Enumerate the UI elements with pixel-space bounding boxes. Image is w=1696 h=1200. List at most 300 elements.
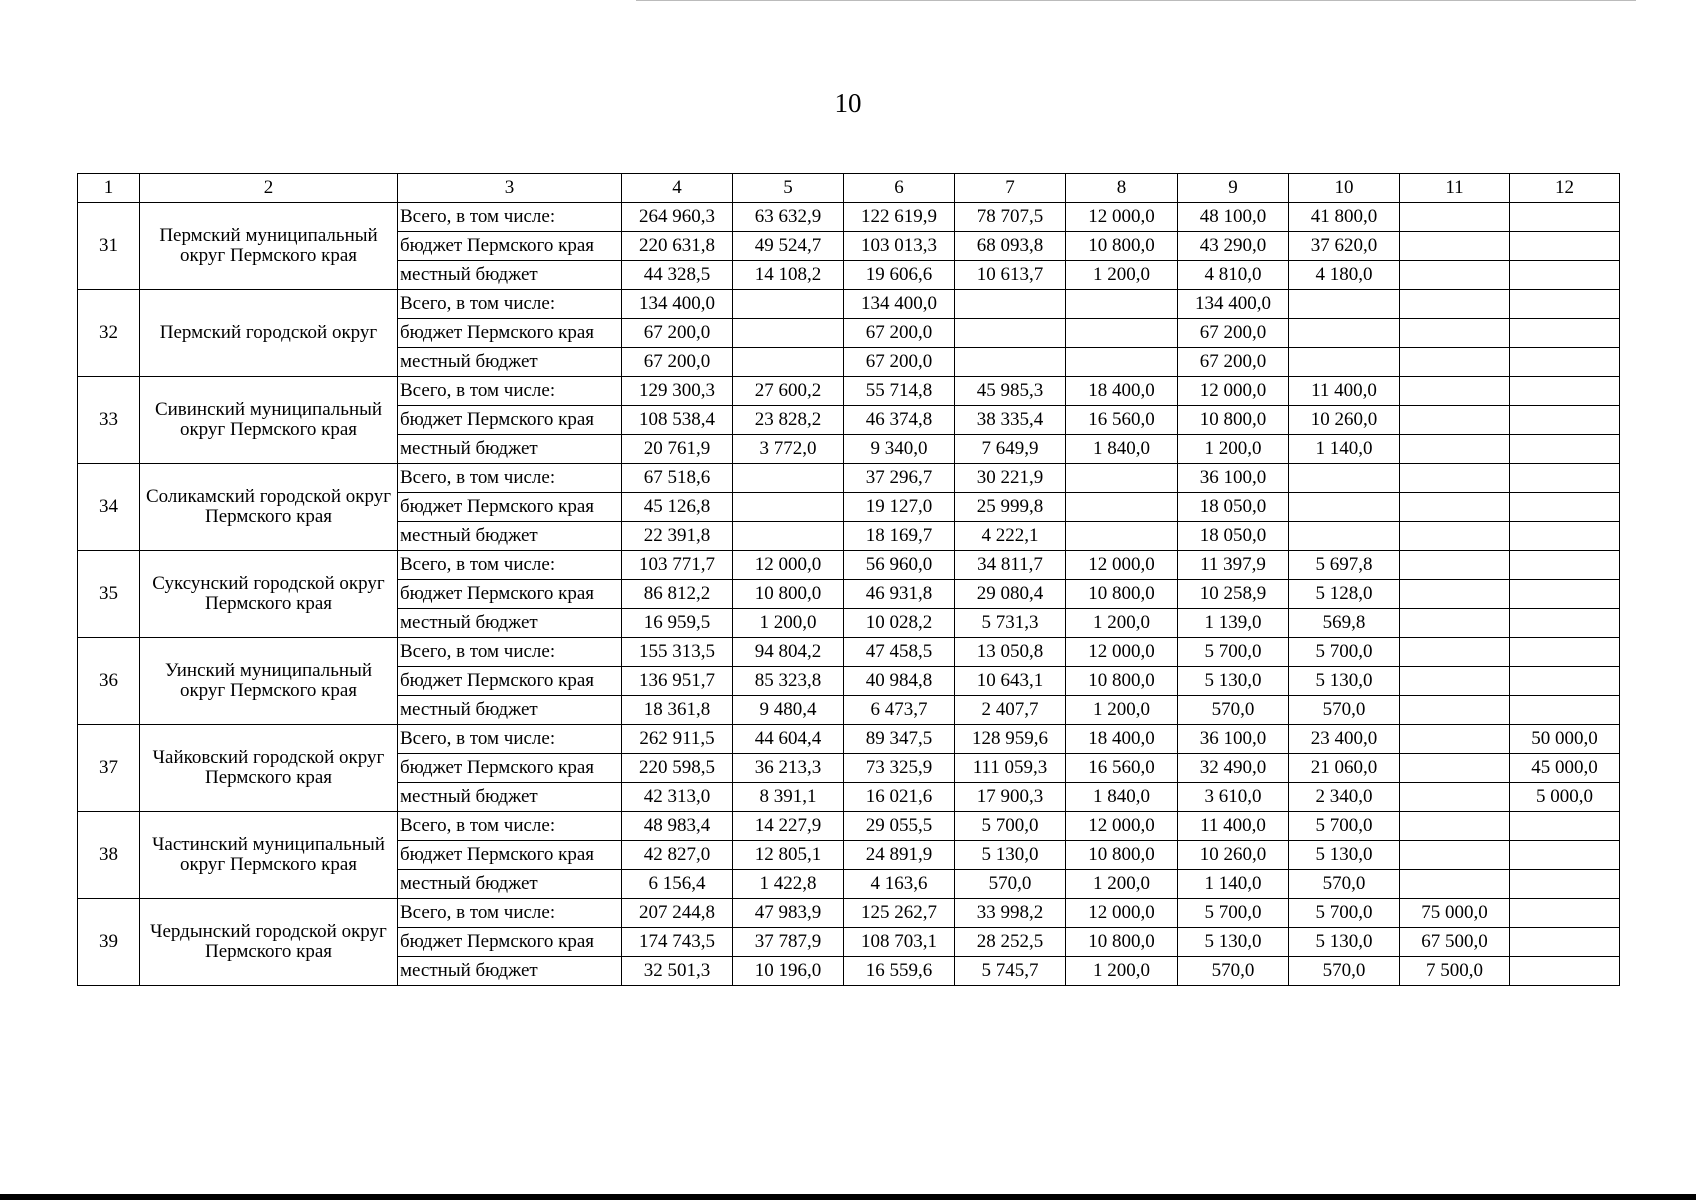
amount-cell: 41 800,0 xyxy=(1289,203,1400,232)
amount-cell: 10 800,0 xyxy=(1066,928,1178,957)
amount-cell: 36 100,0 xyxy=(1178,464,1289,493)
amount-cell xyxy=(1400,754,1510,783)
amount-cell xyxy=(1510,551,1620,580)
amount-cell: 75 000,0 xyxy=(1400,899,1510,928)
amount-cell: 1 840,0 xyxy=(1066,783,1178,812)
amount-cell: 5 700,0 xyxy=(1178,638,1289,667)
amount-cell: 129 300,3 xyxy=(622,377,733,406)
table-row xyxy=(78,812,1620,841)
amount-cell: 12 000,0 xyxy=(1066,203,1178,232)
amount-cell xyxy=(955,348,1066,377)
amount-cell xyxy=(1289,319,1400,348)
amount-cell xyxy=(1066,464,1178,493)
amount-cell: 43 290,0 xyxy=(1178,232,1289,261)
amount-cell xyxy=(1400,783,1510,812)
amount-cell: 86 812,2 xyxy=(622,580,733,609)
amount-cell: 6 156,4 xyxy=(622,870,733,899)
amount-cell: 10 613,7 xyxy=(955,261,1066,290)
amount-cell: 108 538,4 xyxy=(622,406,733,435)
amount-cell xyxy=(1510,638,1620,667)
amount-cell: 3 772,0 xyxy=(733,435,844,464)
amount-cell: 1 200,0 xyxy=(1066,609,1178,638)
amount-cell: 2 407,7 xyxy=(955,696,1066,725)
amount-cell: 5 700,0 xyxy=(1289,899,1400,928)
row-number: 32 xyxy=(78,290,140,377)
amount-cell xyxy=(733,348,844,377)
column-header-10: 10 xyxy=(1289,174,1400,203)
amount-cell: 37 620,0 xyxy=(1289,232,1400,261)
funding-source: бюджет Пермского края xyxy=(398,406,622,435)
column-header-6: 6 xyxy=(844,174,955,203)
amount-cell: 38 335,4 xyxy=(955,406,1066,435)
funding-source: бюджет Пермского края xyxy=(398,841,622,870)
amount-cell: 10 196,0 xyxy=(733,957,844,986)
amount-cell: 4 222,1 xyxy=(955,522,1066,551)
amount-cell: 14 227,9 xyxy=(733,812,844,841)
amount-cell: 12 000,0 xyxy=(1066,638,1178,667)
amount-cell: 5 700,0 xyxy=(1178,899,1289,928)
funding-source: Всего, в том числе: xyxy=(398,638,622,667)
row-number: 35 xyxy=(78,551,140,638)
amount-cell: 6 473,7 xyxy=(844,696,955,725)
amount-cell xyxy=(1066,319,1178,348)
amount-cell: 33 998,2 xyxy=(955,899,1066,928)
amount-cell: 570,0 xyxy=(1289,957,1400,986)
amount-cell: 103 013,3 xyxy=(844,232,955,261)
amount-cell: 18 050,0 xyxy=(1178,522,1289,551)
funding-source: Всего, в том числе: xyxy=(398,812,622,841)
amount-cell: 1 200,0 xyxy=(733,609,844,638)
amount-cell xyxy=(1400,551,1510,580)
amount-cell: 18 361,8 xyxy=(622,696,733,725)
amount-cell: 12 000,0 xyxy=(1066,551,1178,580)
amount-cell: 569,8 xyxy=(1289,609,1400,638)
amount-cell: 8 391,1 xyxy=(733,783,844,812)
amount-cell: 122 619,9 xyxy=(844,203,955,232)
amount-cell xyxy=(1510,899,1620,928)
amount-cell: 67 200,0 xyxy=(622,348,733,377)
funding-source: местный бюджет xyxy=(398,783,622,812)
amount-cell: 570,0 xyxy=(1178,696,1289,725)
budget-table xyxy=(77,173,1620,986)
amount-cell: 11 400,0 xyxy=(1178,812,1289,841)
amount-cell: 18 050,0 xyxy=(1178,493,1289,522)
amount-cell: 50 000,0 xyxy=(1510,725,1620,754)
amount-cell: 174 743,5 xyxy=(622,928,733,957)
amount-cell: 220 631,8 xyxy=(622,232,733,261)
amount-cell: 56 960,0 xyxy=(844,551,955,580)
column-header-7: 7 xyxy=(955,174,1066,203)
amount-cell: 570,0 xyxy=(955,870,1066,899)
funding-source: бюджет Пермского края xyxy=(398,580,622,609)
amount-cell: 10 258,9 xyxy=(1178,580,1289,609)
amount-cell: 11 400,0 xyxy=(1289,377,1400,406)
amount-cell: 1 840,0 xyxy=(1066,435,1178,464)
table-row xyxy=(78,725,1620,754)
amount-cell: 37 296,7 xyxy=(844,464,955,493)
amount-cell: 10 643,1 xyxy=(955,667,1066,696)
column-header-12: 12 xyxy=(1510,174,1620,203)
amount-cell xyxy=(1400,609,1510,638)
funding-source: местный бюджет xyxy=(398,957,622,986)
amount-cell xyxy=(1400,435,1510,464)
amount-cell xyxy=(955,319,1066,348)
funding-source: местный бюджет xyxy=(398,870,622,899)
amount-cell xyxy=(1510,261,1620,290)
funding-source: местный бюджет xyxy=(398,609,622,638)
amount-cell xyxy=(1400,203,1510,232)
funding-source: местный бюджет xyxy=(398,522,622,551)
amount-cell: 5 130,0 xyxy=(1178,928,1289,957)
amount-cell xyxy=(1400,493,1510,522)
amount-cell: 68 093,8 xyxy=(955,232,1066,261)
amount-cell xyxy=(1510,667,1620,696)
amount-cell: 42 827,0 xyxy=(622,841,733,870)
amount-cell: 18 400,0 xyxy=(1066,377,1178,406)
amount-cell xyxy=(1289,493,1400,522)
amount-cell: 2 340,0 xyxy=(1289,783,1400,812)
amount-cell xyxy=(733,493,844,522)
amount-cell xyxy=(1400,638,1510,667)
amount-cell xyxy=(1400,725,1510,754)
municipality-name: Пермский городской округ xyxy=(140,290,398,377)
column-header-3: 3 xyxy=(398,174,622,203)
amount-cell xyxy=(1400,290,1510,319)
amount-cell: 125 262,7 xyxy=(844,899,955,928)
amount-cell: 4 163,6 xyxy=(844,870,955,899)
amount-cell: 7 649,9 xyxy=(955,435,1066,464)
amount-cell: 570,0 xyxy=(1178,957,1289,986)
amount-cell: 45 000,0 xyxy=(1510,754,1620,783)
row-number: 34 xyxy=(78,464,140,551)
amount-cell: 5 700,0 xyxy=(1289,812,1400,841)
amount-cell xyxy=(1289,348,1400,377)
amount-cell: 55 714,8 xyxy=(844,377,955,406)
amount-cell: 5 697,8 xyxy=(1289,551,1400,580)
amount-cell xyxy=(733,522,844,551)
amount-cell: 1 200,0 xyxy=(1066,696,1178,725)
amount-cell xyxy=(733,290,844,319)
column-number-row xyxy=(78,174,1620,203)
amount-cell: 20 761,9 xyxy=(622,435,733,464)
amount-cell: 10 800,0 xyxy=(1066,841,1178,870)
amount-cell: 63 632,9 xyxy=(733,203,844,232)
amount-cell: 103 771,7 xyxy=(622,551,733,580)
row-number: 36 xyxy=(78,638,140,725)
table-body xyxy=(78,203,1620,986)
row-number: 38 xyxy=(78,812,140,899)
amount-cell: 570,0 xyxy=(1289,696,1400,725)
funding-source: бюджет Пермского края xyxy=(398,667,622,696)
amount-cell xyxy=(1400,377,1510,406)
amount-cell xyxy=(1400,348,1510,377)
amount-cell: 47 983,9 xyxy=(733,899,844,928)
funding-source: местный бюджет xyxy=(398,348,622,377)
funding-source: местный бюджет xyxy=(398,261,622,290)
amount-cell: 29 055,5 xyxy=(844,812,955,841)
municipality-name: Чайковский городской округ Пермского края xyxy=(140,725,398,812)
amount-cell: 44 328,5 xyxy=(622,261,733,290)
amount-cell xyxy=(1400,580,1510,609)
amount-cell: 27 600,2 xyxy=(733,377,844,406)
amount-cell xyxy=(1510,580,1620,609)
amount-cell xyxy=(1510,870,1620,899)
amount-cell: 67 200,0 xyxy=(844,319,955,348)
amount-cell: 67 200,0 xyxy=(1178,348,1289,377)
amount-cell: 3 610,0 xyxy=(1178,783,1289,812)
amount-cell: 10 800,0 xyxy=(1066,580,1178,609)
amount-cell: 134 400,0 xyxy=(622,290,733,319)
table-row xyxy=(78,464,1620,493)
amount-cell: 134 400,0 xyxy=(1178,290,1289,319)
amount-cell: 10 260,0 xyxy=(1178,841,1289,870)
column-header-11: 11 xyxy=(1400,174,1510,203)
amount-cell: 10 800,0 xyxy=(733,580,844,609)
amount-cell: 36 100,0 xyxy=(1178,725,1289,754)
amount-cell: 10 800,0 xyxy=(1066,667,1178,696)
amount-cell: 67 200,0 xyxy=(844,348,955,377)
row-number: 37 xyxy=(78,725,140,812)
amount-cell: 94 804,2 xyxy=(733,638,844,667)
amount-cell: 10 800,0 xyxy=(1178,406,1289,435)
amount-cell: 42 313,0 xyxy=(622,783,733,812)
amount-cell xyxy=(1400,232,1510,261)
amount-cell: 12 000,0 xyxy=(1066,812,1178,841)
amount-cell: 89 347,5 xyxy=(844,725,955,754)
funding-source: Всего, в том числе: xyxy=(398,464,622,493)
amount-cell: 5 130,0 xyxy=(1289,667,1400,696)
amount-cell xyxy=(1400,841,1510,870)
amount-cell: 12 000,0 xyxy=(1066,899,1178,928)
funding-source: бюджет Пермского края xyxy=(398,928,622,957)
amount-cell xyxy=(1510,609,1620,638)
amount-cell: 10 800,0 xyxy=(1066,232,1178,261)
funding-source: бюджет Пермского края xyxy=(398,232,622,261)
funding-source: бюджет Пермского края xyxy=(398,319,622,348)
amount-cell xyxy=(1510,493,1620,522)
amount-cell: 5 130,0 xyxy=(955,841,1066,870)
funding-source: бюджет Пермского края xyxy=(398,754,622,783)
amount-cell xyxy=(1510,203,1620,232)
amount-cell: 136 951,7 xyxy=(622,667,733,696)
funding-source: местный бюджет xyxy=(398,696,622,725)
amount-cell: 16 560,0 xyxy=(1066,754,1178,783)
amount-cell: 36 213,3 xyxy=(733,754,844,783)
funding-source: Всего, в том числе: xyxy=(398,899,622,928)
amount-cell: 5 000,0 xyxy=(1510,783,1620,812)
municipality-name: Частинский муниципальный округ Пермского края xyxy=(140,812,398,899)
amount-cell: 12 805,1 xyxy=(733,841,844,870)
amount-cell: 111 059,3 xyxy=(955,754,1066,783)
amount-cell: 40 984,8 xyxy=(844,667,955,696)
amount-cell: 1 200,0 xyxy=(1066,261,1178,290)
table-row xyxy=(78,290,1620,319)
amount-cell xyxy=(955,290,1066,319)
amount-cell: 5 700,0 xyxy=(1289,638,1400,667)
amount-cell xyxy=(733,464,844,493)
amount-cell: 23 828,2 xyxy=(733,406,844,435)
amount-cell: 1 200,0 xyxy=(1066,870,1178,899)
amount-cell xyxy=(1400,319,1510,348)
amount-cell: 9 340,0 xyxy=(844,435,955,464)
amount-cell xyxy=(1400,870,1510,899)
amount-cell: 18 169,7 xyxy=(844,522,955,551)
amount-cell: 5 128,0 xyxy=(1289,580,1400,609)
amount-cell: 12 000,0 xyxy=(1178,377,1289,406)
amount-cell xyxy=(1066,522,1178,551)
amount-cell: 32 490,0 xyxy=(1178,754,1289,783)
table-row xyxy=(78,551,1620,580)
amount-cell: 10 260,0 xyxy=(1289,406,1400,435)
amount-cell: 4 810,0 xyxy=(1178,261,1289,290)
amount-cell: 16 021,6 xyxy=(844,783,955,812)
funding-source: Всего, в том числе: xyxy=(398,725,622,754)
column-header-1: 1 xyxy=(78,174,140,203)
amount-cell: 264 960,3 xyxy=(622,203,733,232)
amount-cell: 16 560,0 xyxy=(1066,406,1178,435)
amount-cell xyxy=(1066,348,1178,377)
amount-cell: 4 180,0 xyxy=(1289,261,1400,290)
amount-cell xyxy=(1289,464,1400,493)
amount-cell xyxy=(733,319,844,348)
amount-cell: 34 811,7 xyxy=(955,551,1066,580)
amount-cell: 155 313,5 xyxy=(622,638,733,667)
amount-cell: 5 130,0 xyxy=(1289,841,1400,870)
amount-cell: 5 745,7 xyxy=(955,957,1066,986)
amount-cell: 46 374,8 xyxy=(844,406,955,435)
amount-cell xyxy=(1510,812,1620,841)
amount-cell: 17 900,3 xyxy=(955,783,1066,812)
amount-cell: 19 127,0 xyxy=(844,493,955,522)
amount-cell: 22 391,8 xyxy=(622,522,733,551)
funding-source: Всего, в том числе: xyxy=(398,290,622,319)
amount-cell xyxy=(1400,667,1510,696)
municipality-name: Пермский муниципальный округ Пермского края xyxy=(140,203,398,290)
amount-cell: 1 200,0 xyxy=(1178,435,1289,464)
amount-cell: 16 959,5 xyxy=(622,609,733,638)
amount-cell: 10 028,2 xyxy=(844,609,955,638)
amount-cell: 32 501,3 xyxy=(622,957,733,986)
amount-cell: 1 140,0 xyxy=(1289,435,1400,464)
amount-cell: 47 458,5 xyxy=(844,638,955,667)
column-header-2: 2 xyxy=(140,174,398,203)
page-number: 10 xyxy=(834,88,862,118)
amount-cell xyxy=(1400,464,1510,493)
municipality-name: Сивинский муниципальный округ Пермского края xyxy=(140,377,398,464)
funding-source: Всего, в том числе: xyxy=(398,203,622,232)
amount-cell: 16 559,6 xyxy=(844,957,955,986)
amount-cell xyxy=(1289,290,1400,319)
amount-cell xyxy=(1510,290,1620,319)
amount-cell: 128 959,6 xyxy=(955,725,1066,754)
amount-cell: 30 221,9 xyxy=(955,464,1066,493)
amount-cell xyxy=(1400,522,1510,551)
row-number: 31 xyxy=(78,203,140,290)
column-header-4: 4 xyxy=(622,174,733,203)
amount-cell: 11 397,9 xyxy=(1178,551,1289,580)
table-row xyxy=(78,377,1620,406)
municipality-name: Суксунский городской округ Пермского края xyxy=(140,551,398,638)
row-number: 33 xyxy=(78,377,140,464)
amount-cell: 220 598,5 xyxy=(622,754,733,783)
amount-cell: 13 050,8 xyxy=(955,638,1066,667)
amount-cell xyxy=(1400,696,1510,725)
amount-cell: 5 130,0 xyxy=(1289,928,1400,957)
row-number: 39 xyxy=(78,899,140,986)
column-header-8: 8 xyxy=(1066,174,1178,203)
column-header-9: 9 xyxy=(1178,174,1289,203)
amount-cell xyxy=(1510,928,1620,957)
amount-cell: 45 985,3 xyxy=(955,377,1066,406)
amount-cell xyxy=(1400,261,1510,290)
amount-cell xyxy=(1510,406,1620,435)
amount-cell: 46 931,8 xyxy=(844,580,955,609)
amount-cell xyxy=(1510,348,1620,377)
amount-cell: 108 703,1 xyxy=(844,928,955,957)
table-row xyxy=(78,899,1620,928)
amount-cell xyxy=(1510,435,1620,464)
table-row xyxy=(78,638,1620,667)
amount-cell: 29 080,4 xyxy=(955,580,1066,609)
amount-cell xyxy=(1510,232,1620,261)
amount-cell: 44 604,4 xyxy=(733,725,844,754)
amount-cell: 207 244,8 xyxy=(622,899,733,928)
amount-cell: 78 707,5 xyxy=(955,203,1066,232)
amount-cell: 262 911,5 xyxy=(622,725,733,754)
amount-cell: 1 139,0 xyxy=(1178,609,1289,638)
amount-cell: 28 252,5 xyxy=(955,928,1066,957)
funding-source: Всего, в том числе: xyxy=(398,551,622,580)
amount-cell xyxy=(1066,493,1178,522)
amount-cell xyxy=(1510,319,1620,348)
amount-cell xyxy=(1289,522,1400,551)
amount-cell xyxy=(1510,464,1620,493)
amount-cell: 67 200,0 xyxy=(1178,319,1289,348)
amount-cell: 67 200,0 xyxy=(622,319,733,348)
funding-source: Всего, в том числе: xyxy=(398,377,622,406)
amount-cell xyxy=(1510,957,1620,986)
amount-cell: 24 891,9 xyxy=(844,841,955,870)
amount-cell: 134 400,0 xyxy=(844,290,955,319)
funding-source: бюджет Пермского края xyxy=(398,493,622,522)
funding-source: местный бюджет xyxy=(398,435,622,464)
amount-cell: 1 200,0 xyxy=(1066,957,1178,986)
amount-cell: 14 108,2 xyxy=(733,261,844,290)
amount-cell: 48 100,0 xyxy=(1178,203,1289,232)
scan-bottom-edge xyxy=(0,1194,1696,1200)
amount-cell: 49 524,7 xyxy=(733,232,844,261)
amount-cell: 570,0 xyxy=(1289,870,1400,899)
amount-cell: 19 606,6 xyxy=(844,261,955,290)
municipality-name: Чердынский городской округ Пермского края xyxy=(140,899,398,986)
amount-cell: 1 140,0 xyxy=(1178,870,1289,899)
amount-cell xyxy=(1400,812,1510,841)
municipality-name: Уинский муниципальный округ Пермского края xyxy=(140,638,398,725)
municipality-name: Соликамский городской округ Пермского края xyxy=(140,464,398,551)
column-header-5: 5 xyxy=(733,174,844,203)
amount-cell: 25 999,8 xyxy=(955,493,1066,522)
amount-cell: 18 400,0 xyxy=(1066,725,1178,754)
amount-cell: 5 700,0 xyxy=(955,812,1066,841)
amount-cell xyxy=(1510,377,1620,406)
amount-cell xyxy=(1066,290,1178,319)
amount-cell: 48 983,4 xyxy=(622,812,733,841)
amount-cell: 23 400,0 xyxy=(1289,725,1400,754)
amount-cell: 45 126,8 xyxy=(622,493,733,522)
amount-cell: 1 422,8 xyxy=(733,870,844,899)
amount-cell: 21 060,0 xyxy=(1289,754,1400,783)
amount-cell xyxy=(1510,696,1620,725)
